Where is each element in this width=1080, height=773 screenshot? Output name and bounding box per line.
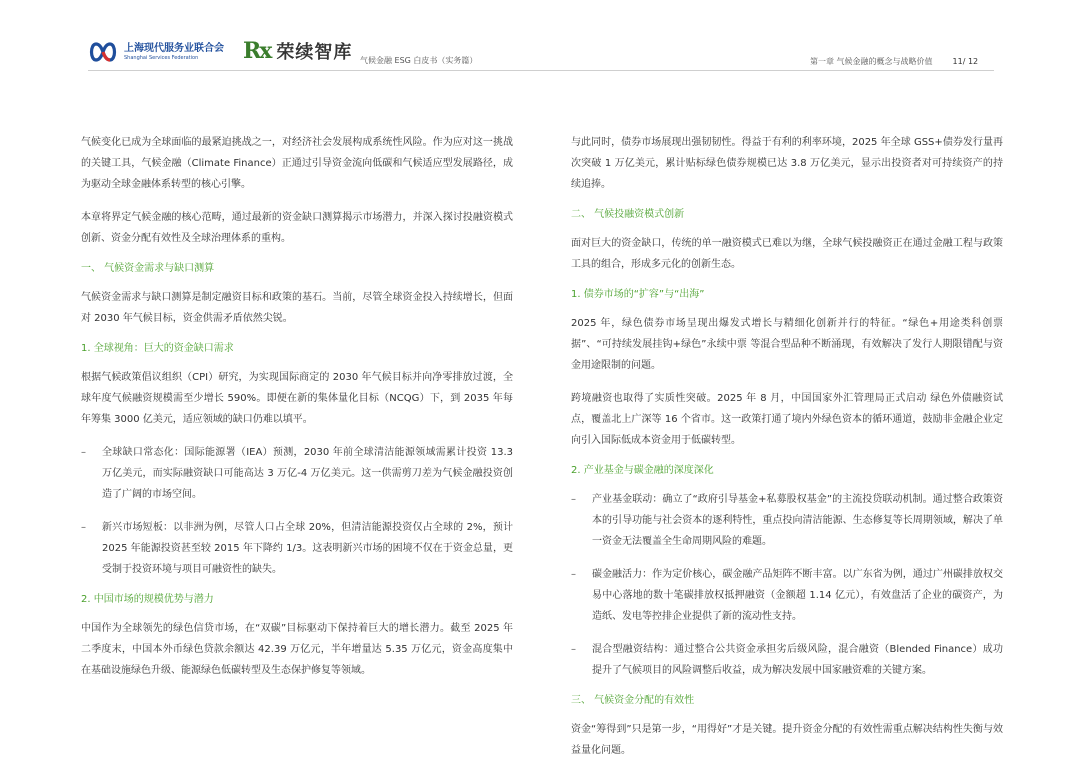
chapter-title: 第一章 气候金融的概念与战略价值: [810, 57, 933, 66]
chapter-header: [810, 56, 978, 67]
federation-name-cn: 上海现代服务业联合会: [124, 42, 224, 54]
list-item: [571, 489, 1003, 552]
intro-paragraph: 气候变化已成为全球面临的最紧迫挑战之一，对经济社会发展构成系统性风险。作为应对这一挑战的关键工具，气候金融（Climate Finance）正通过引导资金流向低碳和气候适应型发展路径，成为驱动全球金融体系转型的核心引擎。: [81, 137, 513, 190]
federation-name-en: Shanghai Services Federation: [124, 54, 199, 61]
bullet-dash: –: [571, 569, 576, 580]
section-heading-2: 二、 气候投融资模式创新: [571, 209, 685, 220]
subheading-china-market: 2. 中国市场的规模优势与潜力: [81, 594, 214, 605]
section-1-paragraph: 气候资金需求与缺口测算是制定融资目标和政策的基石。当前，尽管全球资金投入持续增长，但面对 2030 年气候目标，资金供需矛盾依然尖锐。: [81, 292, 513, 324]
rongxu-name: 荣续智库: [276, 42, 353, 63]
bullet-blended-finance: 混合型融资结构：通过整合公共资金承担劣后级风险，混合融资（Blended Finance）成功提升了气候项目的风险调整后收益，成为解决发展中国家融资难的关键方案。: [592, 644, 1003, 676]
bullet-global-gap: 全球缺口常态化：国际能源署（IEA）预测，2030 年前全球清洁能源领域需累计投资 13.3 万亿美元，而实际融资缺口可能高达 3 万亿-4 万亿美元。这一供需剪刀差为气候金融投资创造了广阔的市场空间。: [102, 447, 513, 500]
list-item: [571, 564, 1003, 627]
bullet-carbon-finance: 碳金融活力：作为定价核心，碳金融产品矩阵不断丰富。以广东省为例，通过广州碳排放权交易中心落地的数十笔碳排放权抵押融资（金额超 1.14 亿元），有效盘活了企业的碳资产，为造纸、发电等控排企业提供了新的流动性支持。: [592, 569, 1003, 622]
right-column: [571, 132, 1003, 773]
bond-market-paragraph: 与此同时，债券市场展现出强韧韧性。得益于有利的利率环境，2025 年全球 GSS+债券发行量再次突破 1 万亿美元，累计贴标绿色债券规模已达 3.8 万亿美元，显示出投资者对可持续资产的持续追捧。: [571, 137, 1003, 190]
cross-border-paragraph: 跨境融资也取得了实质性突破。2025 年 8 月，中国国家外汇管理局正式启动 绿色外债融资试点，覆盖北上广深等 16 个省市。这一政策打通了境内外绿色资本的循环通道，鼓励非金融企业定向引入国际低成本资金用于低碳转型。: [571, 393, 1003, 446]
rongxu-think-tank-logo: [243, 37, 352, 65]
section-heading-3: 三、 气候资金分配的有效性: [571, 695, 695, 706]
bullet-industry-fund: 产业基金联动：确立了“政府引导基金+私募股权基金”的主流投贷联动机制。通过整合政策资本的引导功能与社会资本的逐利特性，重点投向清洁能源、生态修复等长周期领域，解决了单一资金无法覆盖全生命周期风险的难题。: [592, 494, 1003, 547]
bullet-dash: –: [571, 494, 576, 505]
green-bond-paragraph: 2025 年，绿色债券市场呈现出爆发式增长与精细化创新并行的特征。“绿色+用途类科创票据”、“可持续发展挂钩+绿色”永续中票 等混合型品种不断涌现，有效解决了发行人期限错配与资金用途限制的问题。: [571, 318, 1003, 371]
china-market-paragraph: 中国作为全球领先的绿色信贷市场，在“双碳”目标驱动下保持着巨大的增长潜力。截至 2025 年二季度末，中国本外币绿色贷款余额达 42.39 万亿元，半年增量达 5.35 万亿元，资金高度集中在基础设施绿色升级、能源绿色低碳转型及生态保护修复等领域。: [81, 623, 513, 676]
federation-emblem-icon: [88, 41, 118, 63]
page-header: [0, 0, 1080, 80]
document-title: 气候金融 ESG 白皮书（实务篇）: [360, 56, 478, 65]
header-divider: [88, 70, 994, 71]
list-item: [571, 639, 1003, 681]
shanghai-services-federation-logo: [88, 40, 228, 64]
section-heading-1: 一、 气候资金需求与缺口测算: [81, 263, 215, 274]
rx-logo-mark: Rx: [243, 38, 271, 64]
left-column: [81, 132, 513, 693]
subheading-global-view: 1. 全球视角：巨大的资金缺口需求: [81, 343, 234, 354]
bullet-emerging-markets: 新兴市场短板：以非洲为例，尽管人口占全球 20%，但清洁能源投资仅占全球的 2%，预计 2025 年能源投资甚至较 2015 年下降约 1/3。这表明新兴市场的困境不仅在于资金总量，更受制于投资环境与项目可融资性的缺失。: [102, 522, 513, 575]
bullet-dash: –: [81, 447, 86, 458]
subheading-industry-fund: 2. 产业基金与碳金融的深度深化: [571, 465, 714, 476]
list-item: [81, 517, 513, 580]
global-gap-paragraph: 根据气候政策倡议组织（CPI）研究，为实现国际商定的 2030 年气候目标并向净零排放过渡，全球年度气候融资规模需至少增长 590%。即便在新的集体量化目标（NCQG）下，到 2035 年每年筹集 3000 亿美元，适应领域的缺口仍难以填平。: [81, 372, 513, 425]
bullet-dash: –: [571, 644, 576, 655]
page-number: 11/ 12: [952, 57, 979, 66]
subheading-bond-market: 1. 债券市场的“扩容”与“出海”: [571, 289, 705, 300]
section-3-paragraph: 资金“筹得到”只是第一步，“用得好”才是关键。提升资金分配的有效性需重点解决结构性失衡与效益量化问题。: [571, 724, 1003, 756]
list-item: [81, 442, 513, 505]
section-2-paragraph: 面对巨大的资金缺口，传统的单一融资模式已难以为继，全球气候投融资正在通过金融工程与政策工具的组合，形成多元化的创新生态。: [571, 238, 1003, 270]
bullet-dash: –: [81, 522, 86, 533]
chapter-overview-paragraph: 本章将界定气候金融的核心范畴，通过最新的资金缺口测算揭示市场潜力，并深入探讨投融资模式创新、资金分配有效性及全球治理体系的重构。: [81, 212, 513, 244]
